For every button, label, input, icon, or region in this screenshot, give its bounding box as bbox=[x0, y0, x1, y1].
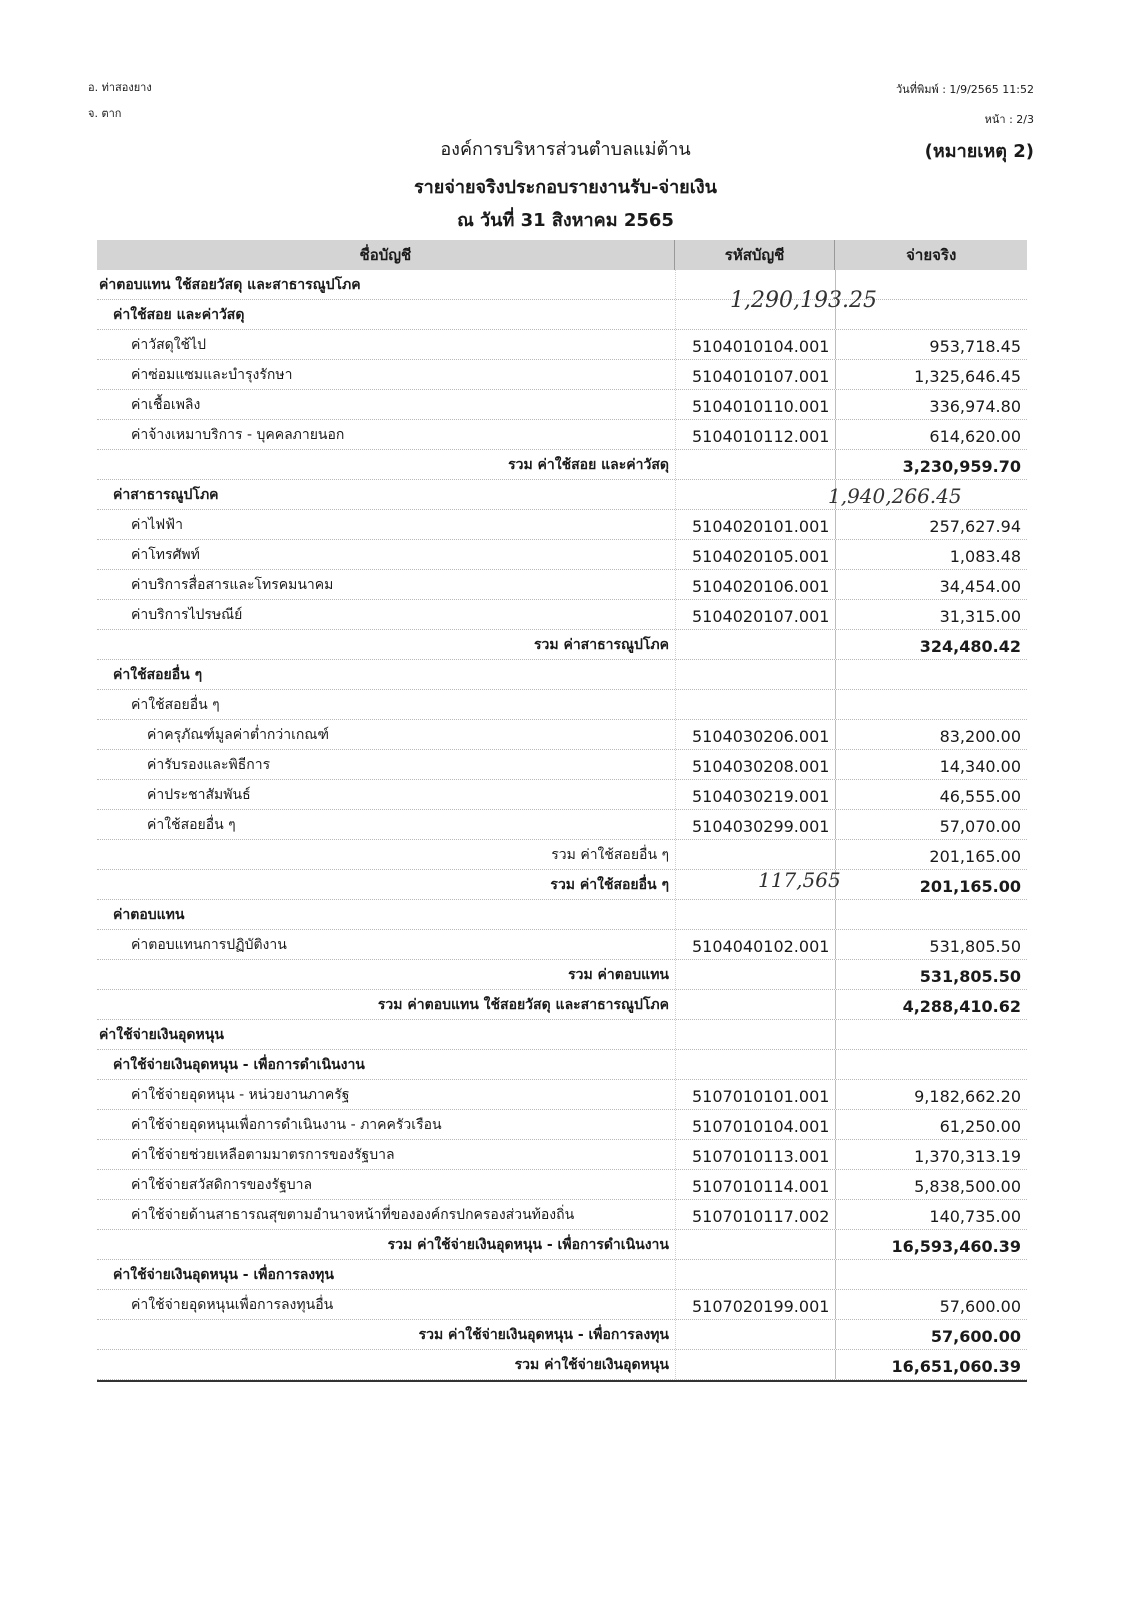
account-name: ค่าประชาสัมพันธ์ bbox=[147, 787, 251, 803]
account-code bbox=[675, 990, 835, 1019]
actual-amount: 57,600.00 bbox=[835, 1290, 1027, 1319]
actual-amount bbox=[835, 1260, 1027, 1289]
total-row bbox=[97, 630, 1027, 660]
actual-amount: 9,182,662.20 bbox=[835, 1080, 1027, 1109]
table-row bbox=[97, 390, 1027, 420]
account-code bbox=[675, 1230, 835, 1259]
account-code bbox=[675, 960, 835, 989]
actual-amount bbox=[835, 660, 1027, 689]
account-name: ค่าใช้สอยอื่น ๆ bbox=[147, 817, 236, 833]
account-code: 5104030206.001 bbox=[675, 720, 835, 749]
account-name: ค่าใช้จ่ายสวัสดิการของรัฐบาล bbox=[131, 1177, 313, 1193]
account-name: ค่าครุภัณฑ์มูลค่าต่ำกว่าเกณฑ์ bbox=[147, 727, 330, 743]
account-code bbox=[675, 480, 835, 509]
actual-amount: 31,315.00 bbox=[835, 600, 1027, 629]
account-name: ค่าใช้จ่ายอุดหนุนเพื่อการลงทุนอื่น bbox=[131, 1297, 334, 1313]
account-name: ค่าตอบแทนการปฏิบัติงาน bbox=[131, 937, 287, 953]
organization-name: องค์การบริหารส่วนตำบลแม่ต้าน bbox=[440, 139, 691, 160]
total-row bbox=[97, 990, 1027, 1020]
account-name: ค่าไฟฟ้า bbox=[131, 517, 183, 533]
table-row bbox=[97, 1170, 1027, 1200]
actual-amount: 201,165.00 bbox=[835, 870, 1027, 899]
actual-amount: 34,454.00 bbox=[835, 570, 1027, 599]
total-row bbox=[97, 840, 1027, 870]
total-row bbox=[97, 870, 1027, 900]
actual-amount: 140,735.00 bbox=[835, 1200, 1027, 1229]
account-code: 5107010114.001 bbox=[675, 1170, 835, 1199]
account-code: 5107020199.001 bbox=[675, 1290, 835, 1319]
table-row bbox=[97, 720, 1027, 750]
handwritten-note-1: 1,290,193.25 bbox=[730, 288, 877, 313]
account-code: 5107010113.001 bbox=[675, 1140, 835, 1169]
actual-amount: 531,805.50 bbox=[835, 930, 1027, 959]
account-name: ค่าสาธารณูปโภค bbox=[113, 487, 219, 503]
table-row bbox=[97, 1110, 1027, 1140]
table-row bbox=[97, 1200, 1027, 1230]
actual-amount: 3,230,959.70 bbox=[835, 450, 1027, 479]
table-row bbox=[97, 1290, 1027, 1320]
account-code: 5104030219.001 bbox=[675, 780, 835, 809]
actual-amount: 201,165.00 bbox=[835, 840, 1027, 869]
actual-amount: 953,718.45 bbox=[835, 330, 1027, 359]
account-code bbox=[675, 450, 835, 479]
account-code: 5104020106.001 bbox=[675, 570, 835, 599]
group-row bbox=[97, 900, 1027, 930]
account-name: ค่าใช้จ่ายเงินอุดหนุน - เพื่อการดำเนินงาน bbox=[113, 1057, 365, 1073]
total-row bbox=[97, 450, 1027, 480]
account-code: 5104020101.001 bbox=[675, 510, 835, 539]
actual-amount: 336,974.80 bbox=[835, 390, 1027, 419]
table-row bbox=[97, 930, 1027, 960]
table-body bbox=[97, 270, 1027, 1380]
account-name: ค่าใช้จ่ายด้านสาธารณสุขตามอำนาจหน้าที่ขององค์กรปกครองส่วนท้องถิ่น bbox=[131, 1207, 575, 1223]
group-row bbox=[97, 660, 1027, 690]
actual-amount: 83,200.00 bbox=[835, 720, 1027, 749]
actual-amount: 14,340.00 bbox=[835, 750, 1027, 779]
table-row bbox=[97, 360, 1027, 390]
actual-amount: 324,480.42 bbox=[835, 630, 1027, 659]
account-name: ค่าตอบแทน bbox=[113, 907, 185, 923]
account-name: ค่าเชื้อเพลิง bbox=[131, 397, 201, 413]
account-code: 5107010117.002 bbox=[675, 1200, 835, 1229]
group-row bbox=[97, 690, 1027, 720]
account-code: 5104010112.001 bbox=[675, 420, 835, 449]
table-row bbox=[97, 780, 1027, 810]
actual-amount bbox=[835, 690, 1027, 719]
actual-amount: 1,325,646.45 bbox=[835, 360, 1027, 389]
account-code bbox=[675, 1320, 835, 1349]
table-row bbox=[97, 570, 1027, 600]
table-row bbox=[97, 750, 1027, 780]
table-header bbox=[97, 240, 1027, 270]
account-name: ค่าบริการสื่อสารและโทรคมนาคม bbox=[131, 577, 334, 593]
account-name: รวม ค่าใช้สอยอื่น ๆ bbox=[550, 877, 669, 893]
actual-amount: 5,838,500.00 bbox=[835, 1170, 1027, 1199]
account-name: รวม ค่าใช้จ่ายเงินอุดหนุน - เพื่อการดำเนินงาน bbox=[387, 1237, 669, 1253]
account-name: ค่าใช้จ่ายเงินอุดหนุน bbox=[99, 1027, 224, 1043]
total-row bbox=[97, 1230, 1027, 1260]
account-code: 5104010104.001 bbox=[675, 330, 835, 359]
account-code: 5104030208.001 bbox=[675, 750, 835, 779]
total-row bbox=[97, 1320, 1027, 1350]
account-code bbox=[675, 1350, 835, 1379]
account-code bbox=[675, 630, 835, 659]
group-row bbox=[97, 1050, 1027, 1080]
account-name: รวม ค่าใช้สอย และค่าวัสดุ bbox=[508, 457, 669, 473]
actual-amount: 531,805.50 bbox=[835, 960, 1027, 989]
account-name: รวม ค่าตอบแทน ใช้สอยวัสดุ และสาธารณูปโภค bbox=[377, 997, 669, 1013]
account-name: รวม ค่าใช้จ่ายเงินอุดหนุน bbox=[514, 1357, 669, 1373]
account-code: 5104030299.001 bbox=[675, 810, 835, 839]
account-name: ค่าวัสดุใช้ไป bbox=[131, 337, 206, 353]
expense-table bbox=[97, 240, 1027, 1382]
account-code: 5104040102.001 bbox=[675, 930, 835, 959]
actual-amount: 57,600.00 bbox=[835, 1320, 1027, 1349]
actual-amount: 614,620.00 bbox=[835, 420, 1027, 449]
account-code: 5107010101.001 bbox=[675, 1080, 835, 1109]
account-code: 5104010107.001 bbox=[675, 360, 835, 389]
table-row bbox=[97, 810, 1027, 840]
actual-amount: 46,555.00 bbox=[835, 780, 1027, 809]
account-name: ค่าใช้จ่ายเงินอุดหนุน - เพื่อการลงทุน bbox=[113, 1267, 334, 1283]
account-name: ค่าใช้สอยอื่น ๆ bbox=[131, 697, 220, 713]
account-code bbox=[675, 1050, 835, 1079]
actual-amount: 1,370,313.19 bbox=[835, 1140, 1027, 1169]
account-name: รวม ค่าตอบแทน bbox=[568, 967, 669, 983]
actual-amount: 4,288,410.62 bbox=[835, 990, 1027, 1019]
group-row bbox=[97, 1260, 1027, 1290]
total-row bbox=[97, 960, 1027, 990]
table-row bbox=[97, 540, 1027, 570]
account-code: 5104010110.001 bbox=[675, 390, 835, 419]
actual-amount bbox=[835, 1050, 1027, 1079]
column-header-account-code: รหัสบัญชี bbox=[674, 240, 835, 270]
account-code bbox=[675, 690, 835, 719]
account-name: ค่าจ้างเหมาบริการ - บุคคลภายนอก bbox=[131, 427, 345, 443]
actual-amount: 57,070.00 bbox=[835, 810, 1027, 839]
note-label: (หมายเหตุ 2) bbox=[924, 141, 1034, 162]
report-date: ณ วันที่ 31 สิงหาคม 2565 bbox=[457, 210, 674, 231]
account-name: ค่าใช้จ่ายอุดหนุนเพื่อการดำเนินงาน - ภาคครัวเรือน bbox=[131, 1117, 442, 1133]
actual-amount: 16,593,460.39 bbox=[835, 1230, 1027, 1259]
account-code: 5104020105.001 bbox=[675, 540, 835, 569]
page-number: หน้า : 2/3 bbox=[984, 113, 1034, 126]
account-name: ค่าบริการไปรษณีย์ bbox=[131, 607, 243, 623]
actual-amount: 1,083.48 bbox=[835, 540, 1027, 569]
actual-amount bbox=[835, 900, 1027, 929]
report-title: รายจ่ายจริงประกอบรายงานรับ-จ่ายเงิน bbox=[414, 177, 717, 198]
account-name: ค่าซ่อมแซมและบำรุงรักษา bbox=[131, 367, 293, 383]
account-code bbox=[675, 1020, 835, 1049]
account-name: รวม ค่าใช้จ่ายเงินอุดหนุน - เพื่อการลงทุน bbox=[418, 1327, 669, 1343]
account-name: รวม ค่าสาธารณูปโภค bbox=[533, 637, 669, 653]
column-header-actual-payment: จ่ายจริง bbox=[834, 240, 1027, 270]
handwritten-note-3: 117,565 bbox=[758, 868, 841, 892]
group-row bbox=[97, 1020, 1027, 1050]
account-name: ค่าใช้สอยอื่น ๆ bbox=[113, 667, 203, 683]
account-code bbox=[675, 840, 835, 869]
total-row bbox=[97, 1350, 1027, 1380]
print-date: วันที่พิมพ์ : 1/9/2565 11:52 bbox=[896, 83, 1034, 96]
account-name: ค่าโทรศัพท์ bbox=[131, 547, 200, 563]
account-code: 5107010104.001 bbox=[675, 1110, 835, 1139]
account-name: ค่าใช้จ่ายช่วยเหลือตามมาตรการของรัฐบาล bbox=[131, 1147, 395, 1163]
account-code bbox=[675, 1260, 835, 1289]
table-row bbox=[97, 600, 1027, 630]
account-code: 5104020107.001 bbox=[675, 600, 835, 629]
account-name: ค่าใช้สอย และค่าวัสดุ bbox=[113, 307, 245, 323]
actual-amount: 257,627.94 bbox=[835, 510, 1027, 539]
account-name: ค่าตอบแทน ใช้สอยวัสดุ และสาธารณูปโภค bbox=[99, 277, 361, 293]
district-label: อ. ท่าสองยาง bbox=[88, 81, 152, 94]
table-row bbox=[97, 1140, 1027, 1170]
actual-amount: 16,651,060.39 bbox=[835, 1350, 1027, 1379]
account-code bbox=[675, 660, 835, 689]
group-row bbox=[97, 300, 1027, 330]
account-name: ค่าใช้จ่ายอุดหนุน - หน่วยงานภาครัฐ bbox=[131, 1087, 350, 1103]
account-name: ค่ารับรองและพิธีการ bbox=[147, 757, 271, 773]
group-row bbox=[97, 270, 1027, 300]
table-row bbox=[97, 330, 1027, 360]
actual-amount: 61,250.00 bbox=[835, 1110, 1027, 1139]
handwritten-note-2: 1,940,266.45 bbox=[828, 484, 962, 508]
table-row bbox=[97, 510, 1027, 540]
table-row bbox=[97, 1080, 1027, 1110]
table-bottom-rule bbox=[97, 1380, 1027, 1382]
column-header-account-name: ชื่อบัญชี bbox=[359, 246, 412, 264]
account-code bbox=[675, 900, 835, 929]
account-name: รวม ค่าใช้สอยอื่น ๆ bbox=[551, 847, 669, 863]
province-label: จ. ตาก bbox=[88, 107, 122, 120]
actual-amount bbox=[835, 1020, 1027, 1049]
table-row bbox=[97, 420, 1027, 450]
